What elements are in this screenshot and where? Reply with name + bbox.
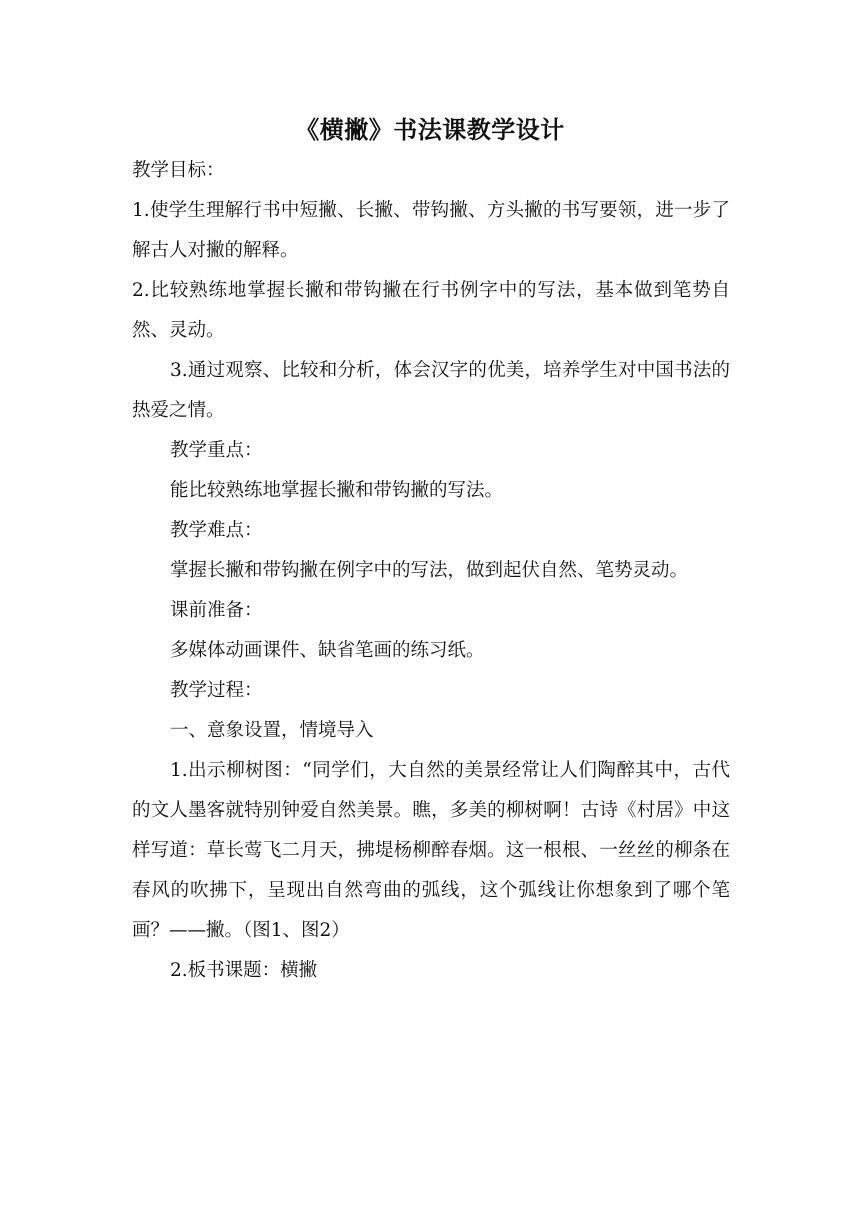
paragraph: 多媒体动画课件、缺省笔画的练习纸。 [170, 640, 485, 661]
paragraph: 课前准备： [170, 600, 263, 621]
paragraph: 掌握长撇和带钩撇在例字中的写法，做到起伏自然、笔势灵动。 [170, 560, 689, 581]
paragraph: 2.比较熟练地掌握长撇和带钩撇在行书例字中的写法，基本做到笔势自然、灵动。 [132, 280, 730, 341]
paragraph: 2.板书课题：横撇 [170, 960, 318, 981]
document-title: 《横撇》书法课教学设计 [295, 116, 565, 144]
paragraph: 一、意象设置，情境导入 [170, 720, 374, 741]
paragraph: 教学目标： [132, 160, 225, 181]
paragraph: 1.使学生理解行书中短撇、长撇、带钩撇、方头撇的书写要领，进一步了解古人对撇的解释。 [132, 200, 730, 261]
paragraph: 3.通过观察、比较和分析，体会汉字的优美，培养学生对中国书法的热爱之情。 [132, 360, 730, 421]
paragraph: 能比较熟练地掌握长撇和带钩撇的写法。 [170, 480, 504, 501]
paragraph: 教学重点： [170, 440, 263, 461]
document-body [132, 151, 730, 991]
paragraph: 教学过程： [170, 680, 263, 701]
paragraph: 1.出示柳树图：“同学们，大自然的美景经常让人们陶醉其中，古代的文人墨客就特别钟爱自然美景。瞧，多美的柳树啊！古诗《村居》中这样写道：草长莺飞二月天，拂堤杨柳醉春烟。这一根根、一丝丝的柳条在春风的吹拂下，呈现出自然弯曲的弧线，这个弧线让你想象到了哪个笔画？——撇。（图1、图2） [132, 760, 730, 941]
paragraph: 教学难点： [170, 520, 263, 541]
